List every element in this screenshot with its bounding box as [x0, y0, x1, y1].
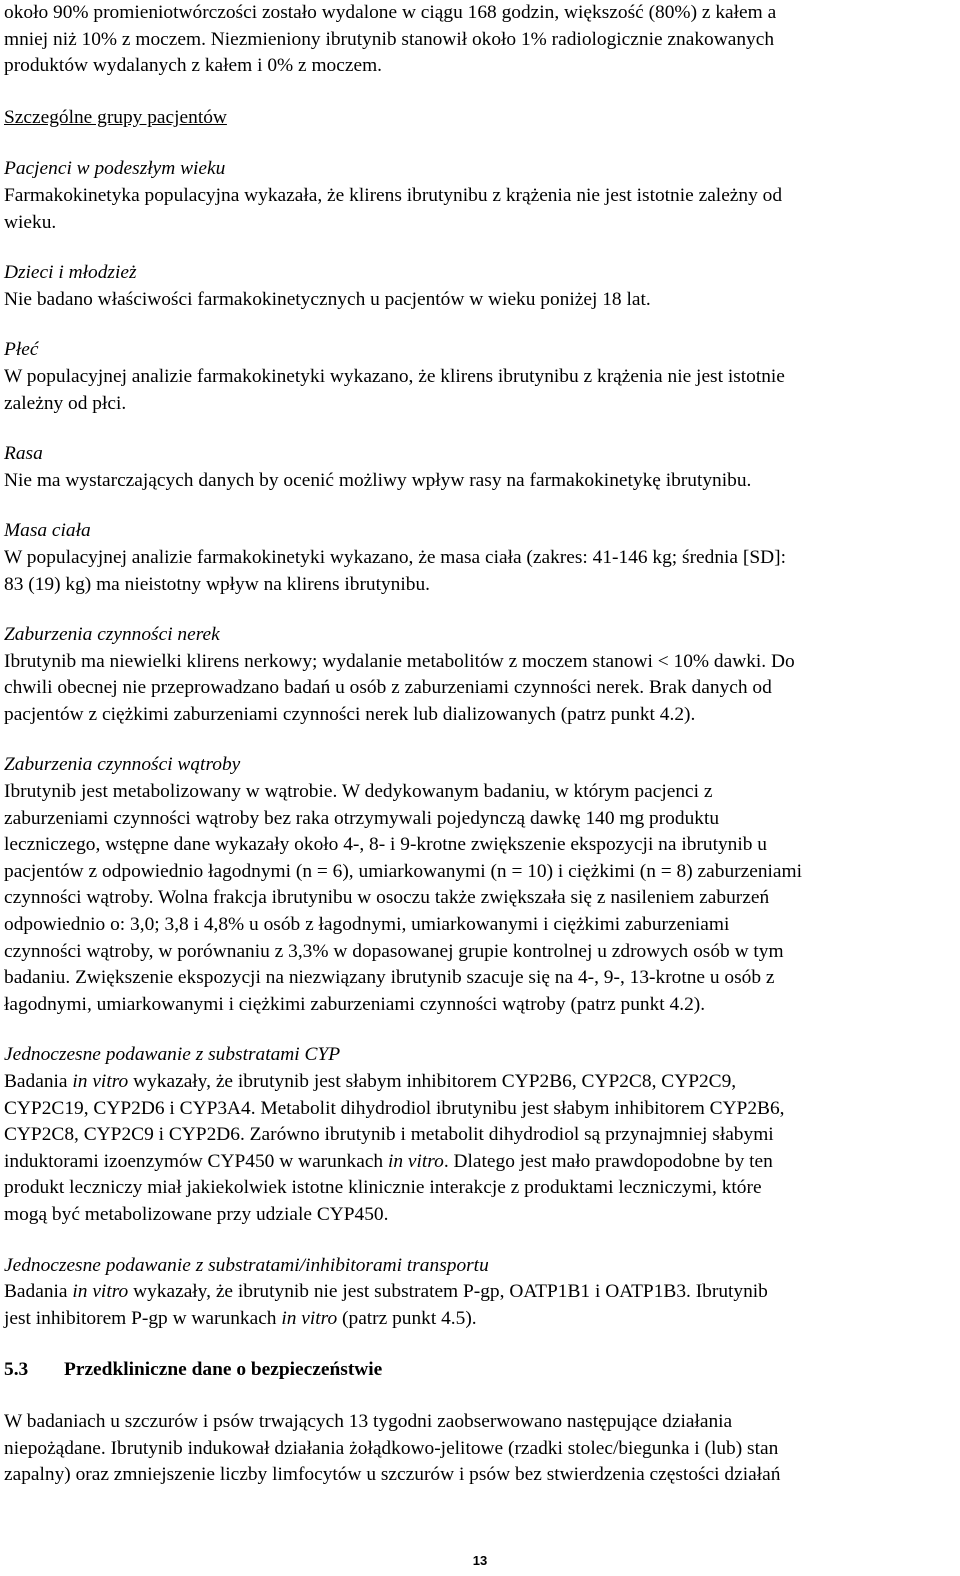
- cyp-title: Jednoczesne podawanie z substratami CYP: [4, 1044, 341, 1066]
- cyp-line-1-a: Badania: [4, 1071, 73, 1092]
- hepatic-line: zaburzeniami czynności wątroby bez raka otrzymywali pojedynczą dawkę 140 mg produktu: [4, 807, 720, 829]
- cyp-line-1: [4, 1069, 956, 1096]
- intro-line-3: produktów wydalanych z kałem i 0% z moczem.: [4, 55, 382, 77]
- hepatic-title: Zaburzenia czynności wątroby: [4, 754, 241, 776]
- transport-line-1: [4, 1279, 956, 1306]
- cyp-line-1-b: wykazały, że ibrutynib jest słabym inhibitorem CYP2B6, CYP2C8, CYP2C9,: [128, 1071, 737, 1092]
- transport-line-2-italic: in vitro: [281, 1307, 338, 1329]
- transport-line-1-b: wykazały, że ibrutynib nie jest substratem P-gp, OATP1B1 i OATP1B3. Ibrutynib: [128, 1281, 768, 1303]
- elderly-title: Pacjenci w podeszłym wieku: [4, 158, 226, 180]
- hepatic-line: leczniczego, wstępne dane wykazały około 4-, 8- i 9-krotne zwiększenie ekspozycji na ibrutynib u: [4, 834, 767, 856]
- transport-line-2-a: jest inhibitorem P-gp w warunkach: [4, 1307, 282, 1329]
- children-line-1: Nie badano właściwości farmakokinetycznych u pacjentów w wieku poniżej 18 lat.: [4, 288, 651, 310]
- sex-line-2: zależny od płci.: [4, 392, 127, 414]
- hepatic-line: Ibrutynib jest metabolizowany w wątrobie. W dedykowanym badaniu, w którym pacjenci z: [4, 781, 713, 803]
- weight-line-2: 83 (19) kg) ma nieistotny wpływ na klirens ibrutynibu.: [4, 573, 430, 595]
- section-number: 5.3: [4, 1359, 29, 1381]
- cyp-line-3: CYP2C8, CYP2C9 i CYP2D6. Zarówno ibrutynib i metabolit dihydrodiol są przynajmniej słabymi: [4, 1124, 774, 1146]
- renal-line-1: Ibrutynib ma niewielki klirens nerkowy; wydalanie metabolitów z moczem stanowi < 10% dawki. Do: [4, 650, 795, 672]
- section-heading: [4, 1357, 956, 1384]
- renal-line-2: chwili obecnej nie przeprowadzano badań u osób z zaburzeniami czynności nerek. Brak danych od: [4, 677, 772, 699]
- weight-line-1: W populacyjnej analizie farmakokinetyki wykazano, że masa ciała (zakres: 41-146 kg; średnia [SD]:: [4, 546, 786, 568]
- cyp-line-2: CYP2C19, CYP2D6 i CYP3A4. Metabolit dihydrodiol ibrutynibu jest słabym inhibitorem CYP2B6,: [4, 1097, 785, 1119]
- preclinical-line-1: W badaniach u szczurów i psów trwających 13 tygodni zaobserwowano następujące działania: [4, 1410, 733, 1432]
- transport-line-2-b: (patrz punkt 4.5).: [337, 1307, 477, 1329]
- race-line-1: Nie ma wystarczających danych by ocenić możliwy wpływ rasy na farmakokinetykę ibrutynibu.: [4, 469, 752, 491]
- hepatic-line: czynności wątroby, w porównaniu z 3,3% w dopasowanej grupie kontrolnej u zdrowych osób w tym: [4, 940, 784, 962]
- intro-line-2: mniej niż 10% z moczem. Niezmieniony ibrutynib stanowił około 1% radiologicznie znakowanych: [4, 28, 775, 50]
- transport-line-2: [4, 1306, 956, 1333]
- sex-line-1: W populacyjnej analizie farmakokinetyki wykazano, że klirens ibrutynibu z krążenia nie jest istotnie: [4, 365, 785, 387]
- elderly-line-2: wieku.: [4, 211, 57, 233]
- hepatic-line: czynności wątroby. Wolna frakcja ibrutynibu w osoczu także zwiększała się z nasileniem zaburzeń: [4, 887, 770, 909]
- section-heading-title: Przedkliniczne dane o bezpieczeństwie: [64, 1359, 383, 1381]
- intro-line-1: około 90% promieniotwórczości zostało wydalone w ciągu 168 godzin, większość (80%) z kałem a: [4, 2, 777, 23]
- cyp-line-4: [4, 1149, 956, 1176]
- transport-line-1-italic: in vitro: [72, 1281, 129, 1303]
- document-page: [4, 0, 956, 1489]
- cyp-line-4-b: . Dlatego jest mało prawdopodobne by ten: [443, 1150, 773, 1172]
- cyp-line-4-italic: in vitro: [387, 1150, 444, 1172]
- race-title: Rasa: [4, 443, 43, 465]
- preclinical-line-3: zapalny) oraz zmniejszenie liczby limfocytów u szczurów i psów bez stwierdzenia częstości działań: [4, 1464, 781, 1486]
- hepatic-line: łagodnymi, umiarkowanymi i ciężkimi zaburzeniami czynności wątroby (patrz punkt 4.2).: [4, 993, 706, 1015]
- cyp-line-4-a: induktorami izoenzymów CYP450 w warunkach: [4, 1150, 388, 1172]
- weight-title: Masa ciała: [4, 520, 91, 542]
- transport-title: Jednoczesne podawanie z substratami/inhibitorami transportu: [4, 1254, 489, 1276]
- transport-line-1-a: Badania: [4, 1281, 73, 1303]
- page-number: 13: [472, 1553, 488, 1568]
- hepatic-line: pacjentów z odpowiednio łagodnymi (n = 6), umiarkowanymi (n = 10) i ciężkimi (n = 8) zaburzeniami: [4, 860, 802, 882]
- hepatic-line: badaniu. Zwiększenie ekspozycji na niezwiązany ibrutynib szacuje się na 4-, 9-, 13-krotne u osób z: [4, 967, 775, 989]
- children-title: Dzieci i młodzież: [4, 262, 137, 284]
- sex-title: Płeć: [4, 339, 39, 361]
- preclinical-line-2: niepożądane. Ibrutynib indukował działania żołądkowo-jelitowe (rzadki stolec/biegunka i (lub) stan: [4, 1437, 779, 1459]
- renal-line-3: pacjentów z ciężkimi zaburzeniami czynności nerek lub dializowanych (patrz punkt 4.2).: [4, 703, 696, 725]
- hepatic-line: odpowiednio o: 3,0; 3,8 i 4,8% u osób z łagodnymi, umiarkowanymi i ciężkimi zaburzeniami: [4, 914, 730, 936]
- cyp-line-1-italic: in vitro: [72, 1071, 129, 1092]
- section-title: Szczególne grupy pacjentów: [4, 106, 227, 128]
- cyp-line-5: produkt leczniczy miał jakiekolwiek istotne klinicznie interakcje z produktami leczniczymi, które: [4, 1177, 762, 1199]
- renal-title: Zaburzenia czynności nerek: [4, 624, 220, 646]
- elderly-line-1: Farmakokinetyka populacyjna wykazała, że klirens ibrutynibu z krążenia nie jest istotnie zależny od: [4, 184, 783, 206]
- cyp-line-6: mogą być metabolizowane przy udziale CYP450.: [4, 1203, 389, 1225]
